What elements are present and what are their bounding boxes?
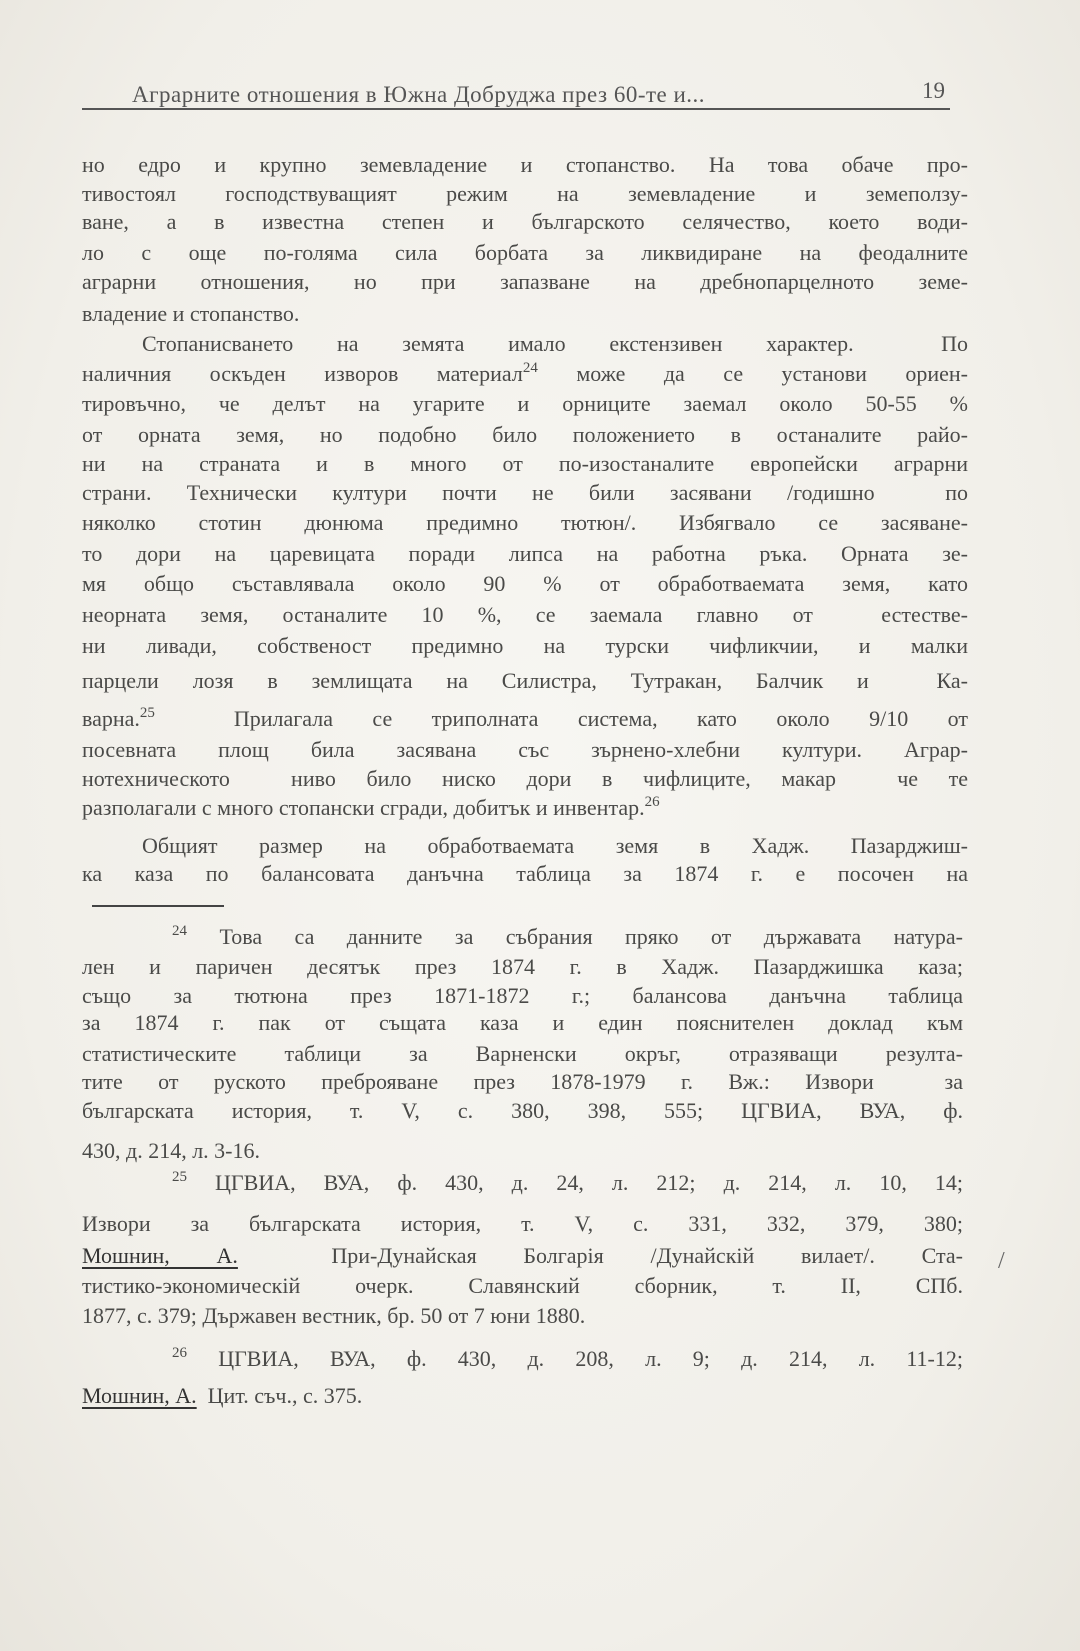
footnote-line: [82, 1138, 963, 1164]
page-number: 19: [922, 78, 945, 103]
text-run: но едро и крупно земевладение и стопанство. На това обаче про-: [82, 152, 968, 177]
body-line: [142, 331, 968, 357]
text-run: тистико-экономическiй очерк. Славянский сборник, т. II, СПб.: [82, 1273, 963, 1298]
body-line: [82, 451, 968, 477]
body-line: [82, 541, 968, 567]
body-line: [82, 510, 968, 536]
text-run: ло с още по-голяма сила борбата за ликвидиране на феодалните: [82, 240, 968, 265]
underlined-author: Мошнин, А.: [82, 1243, 238, 1268]
text-run: лен и паричен десятък през 1874 г. в Хадж. Пазарджишка каза;: [82, 954, 963, 979]
text-run: от орната земя, но подобно било положението в останалите райо-: [82, 422, 968, 447]
footnote-ref: 26: [172, 1345, 187, 1361]
body-line: [82, 209, 968, 235]
text-run: мя общо съставлявала около 90 % от обработваемата земя, като: [82, 571, 968, 596]
footnote-ref: 24: [172, 923, 187, 939]
footnote-line: [82, 1383, 963, 1409]
text-run: тировъчно, че делът на угарите и орниците заемал около 50-55 %: [82, 391, 968, 416]
text-run: тите от руското преброяване през 1878-1979 г. Вж.: Извори за: [82, 1069, 963, 1094]
body-line: [82, 795, 968, 821]
text-run: тивостоял господствуващият режим на земевладение и земеползу-: [82, 181, 968, 206]
text-run: ЦГВИА, ВУА, ф. 430, д. 24, л. 212; д. 214, л. 10, 14;: [187, 1170, 963, 1195]
text-run: Извори за българската история, т. V, с. 331, 332, 379, 380;: [82, 1211, 963, 1236]
footnote-line: [82, 1243, 963, 1269]
body-line: [82, 633, 968, 659]
body-line: [82, 706, 968, 732]
footnote-ref: 25: [172, 1169, 187, 1185]
text-run: също за тютюна през 1871-1872 г.; балансова данъчна таблица: [82, 983, 963, 1008]
text-run: 1877, с. 379; Държавен вестник, бр. 50 от 7 юни 1880.: [82, 1303, 586, 1328]
text-run: няколко стотин дюнюма предимно тютюн/. Избягвало се засяване-: [82, 510, 968, 535]
text-run: 430, д. 214, л. 3-16.: [82, 1138, 260, 1163]
body-line: [82, 181, 968, 207]
text-run: парцели лозя в землищата на Силистра, Тутракан, Балчик и Ка-: [82, 668, 968, 693]
text-run: статистическите таблици за Варненски окръг, отразяващи резулта-: [82, 1041, 963, 1066]
body-line: [82, 480, 968, 506]
text-run: Прилагала се триполната система, като около 9/10 от: [154, 706, 968, 731]
text-run: ване, а в известна степен и българското селячество, което води-: [82, 209, 968, 234]
margin-mark: /: [998, 1248, 1005, 1274]
footnote-ref: 24: [522, 360, 538, 376]
text-run: ЦГВИА, ВУА, ф. 430, д. 208, л. 9; д. 214, л. 11-12;: [187, 1346, 963, 1371]
text-run: При-Дунайская Болгарiя /Дунайскiй вилает/. Ста-: [237, 1243, 963, 1268]
body-line: [82, 766, 968, 792]
body-line: [142, 833, 968, 859]
body-line: [82, 422, 968, 448]
text-run: българската история, т. V, с. 380, 398, 555; ЦГВИА, ВУА, ф.: [82, 1098, 963, 1123]
text-run: неорната земя, останалите 10 %, се заемала главно от естестве-: [82, 602, 968, 627]
text-run: ка каза по балансовата данъчна таблица за 1874 г. е посочен на: [82, 861, 968, 886]
footnote-line: [82, 1069, 963, 1095]
text-run: за 1874 г. пак от същата каза и един пояснителен доклад към: [82, 1010, 963, 1035]
body-line: [82, 361, 968, 387]
body-line: [82, 391, 968, 417]
footnote-line: [82, 1303, 963, 1329]
body-line: [82, 240, 968, 266]
footnote-ref: 26: [644, 794, 660, 810]
footnote-line: [172, 924, 963, 950]
footnote-line: [82, 983, 963, 1009]
text-run: наличния оскъден изворов материал: [82, 361, 523, 386]
text-run: нотехническото ниво било ниско дори в чифлиците, макар че те: [82, 766, 968, 791]
body-line: [82, 301, 968, 327]
footnote-line: [82, 1273, 963, 1299]
footnote-line: [82, 1010, 963, 1036]
body-line: [82, 602, 968, 628]
running-header-title: Аграрните отношения в Южна Добруджа през 60-те и...: [132, 82, 706, 107]
footnote-line: [82, 954, 963, 980]
body-line: [82, 861, 968, 887]
footnote-ref: 25: [139, 705, 155, 721]
body-line: [82, 152, 968, 178]
text-run: аграрни отношения, но при запазване на дребнопарцелното земе-: [82, 269, 968, 294]
footnote-line: [82, 1041, 963, 1067]
header-rule: [82, 108, 950, 110]
body-line: [82, 571, 968, 597]
text-run: Това са данните за събрания пряко от държавата натура-: [187, 924, 963, 949]
footnote-line: [172, 1346, 963, 1372]
underlined-author: Мошнин, А.: [82, 1383, 197, 1408]
text-run: то дори на царевицата поради липса на работна ръка. Орната зе-: [82, 541, 968, 566]
text-run: Общият размер на обработваемата земя в Хадж. Пазарджиш-: [142, 833, 968, 858]
footnote-line: [82, 1211, 963, 1237]
text-run: варна.: [82, 706, 140, 731]
body-line: [82, 737, 968, 763]
footnote-separator: [92, 905, 224, 907]
text-run: може да се установи ориен-: [537, 361, 968, 386]
text-run: страни. Технически култури почти не били засявани /годишно по: [82, 480, 968, 505]
body-line: [82, 668, 968, 694]
text-run: ни ливади, собственост предимно на турски чифликчии, и малки: [82, 633, 968, 658]
text-run: владение и стопанство.: [82, 301, 300, 326]
text-run: ни на страната и в много от по-изостаналите европейски аграрни: [82, 451, 968, 476]
body-line: [82, 269, 968, 295]
text-run: Стопанисването на земята имало екстензивен характер. По: [142, 331, 968, 356]
footnote-line: [172, 1170, 963, 1196]
text-run: посевната площ била засявана със зърнено-хлебни култури. Аграр-: [82, 737, 968, 762]
footnote-line: [82, 1098, 963, 1124]
text-run: Цит. съч., с. 375.: [196, 1383, 363, 1408]
text-run: разполагали с много стопански сгради, добитък и инвентар.: [82, 795, 645, 820]
